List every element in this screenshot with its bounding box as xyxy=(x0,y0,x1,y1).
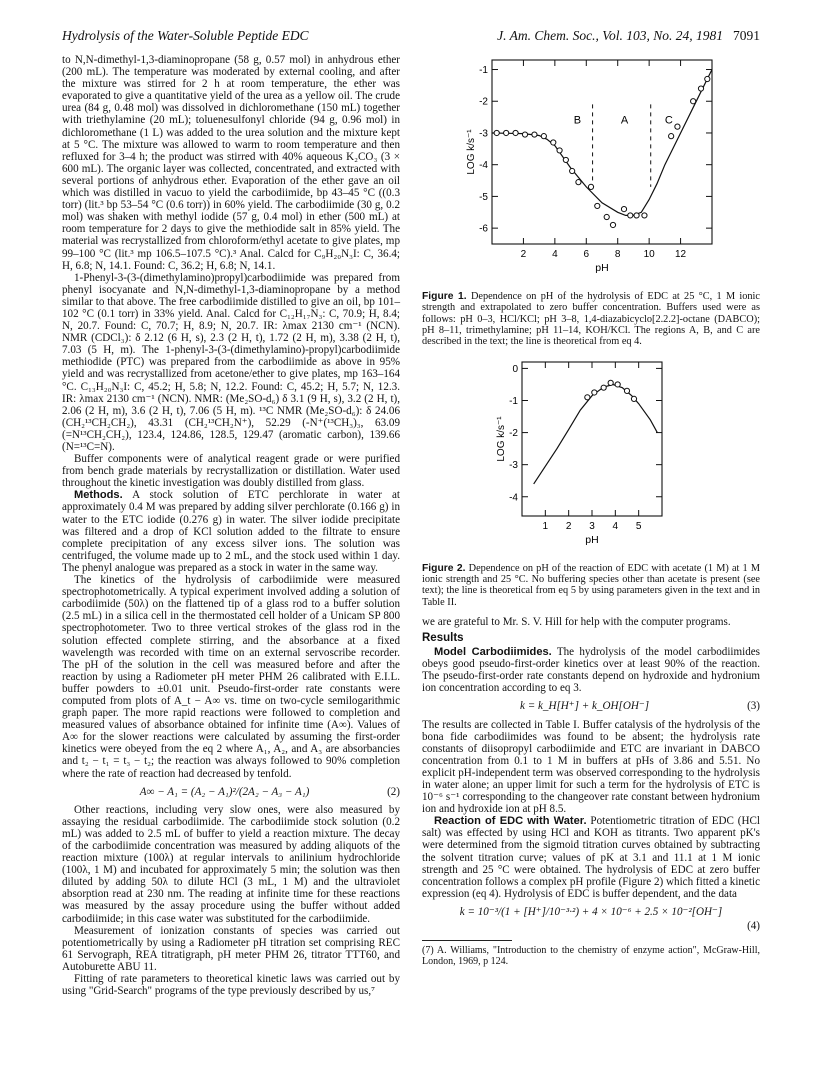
data-point xyxy=(642,213,647,218)
equation-4-body: k = 10⁻³/(1 + [H⁺]/10⁻³·²) + 4 × 10⁻⁶ + 2.5 × 10⁻²[OH⁻] xyxy=(459,905,723,918)
region-label: B xyxy=(573,114,582,127)
data-point xyxy=(504,130,509,135)
paragraph-buffer-components: Buffer components were of analytical reagent grade or were purified from bench grade materials by recrystallization or distillation. Water used throughout the kinetic investigation was doubly distilled from glass. xyxy=(62,453,400,490)
equation-3-body: k = k_H[H⁺] + k_OH[OH⁻] xyxy=(520,700,650,713)
methods-label: Methods. xyxy=(74,489,123,502)
x-tick-label: 8 xyxy=(614,249,621,260)
equation-2 xyxy=(62,786,400,798)
y-tick-label: -1 xyxy=(509,395,518,407)
figure-1-label: Figure 1. xyxy=(422,291,467,303)
footnote-rule xyxy=(422,940,512,941)
y-tick-label: -2 xyxy=(509,427,518,439)
data-point xyxy=(631,396,636,401)
data-point xyxy=(691,99,696,104)
paragraph-methods xyxy=(62,489,400,574)
data-point xyxy=(532,132,537,137)
data-point xyxy=(705,76,710,81)
figure-2-caption xyxy=(422,563,760,608)
paragraph-fitting: Fitting of rate parameters to theoretical kinetic laws was carried out by using "Grid-Search" programs of the type previously described by us,⁷ xyxy=(62,973,400,998)
paragraph-assay: Other reactions, including very slow ones, were also measured by assaying the residual carbodiimide. The carbodiimide stock solution (0.2 mL) was added to 2.5 mL of buffer to yield a reaction mixture. The decay of the carbodiimide concentration was measured by adding aliquots of the reaction mixture (100λ) at regular intervals to anilinium hydrochloride (100λ, 1 M) and incubated for approximately 5 min; the solution was then diluted by adding 50λ to dilute HCl (3 mL, 1 M) and the ultraviolet absorption read at 230 nm. The reading at infinite time for these reactions was measured by the assay procedure using the buffer without added carbodiimide; in this case water was substituted for the carbodiimide. xyxy=(62,803,400,925)
equation-2-number: (2) xyxy=(387,785,400,798)
left-column xyxy=(62,54,400,997)
data-point xyxy=(563,157,568,162)
y-tick-label: -3 xyxy=(509,459,518,471)
data-point xyxy=(608,380,613,385)
data-point xyxy=(610,222,615,227)
data-point xyxy=(513,130,518,135)
equation-2-body: A∞ − A₁ = (A₂ − A₁)²/(2A₂ − A₃ − A₁) xyxy=(139,785,310,798)
figure-1-caption-text: Dependence on pH of the hydrolysis of EDC at 25 °C, 1 M ionic strength and extrapolated to zero buffer concentration. Buffers used were as follows: pH 0–3, HCl/KCl; pH 3–8, 1,4-diazabicyclo[2.2.2]-octane (DABCO); pH 8–11, trimethylamine; pH 11–14, KOH/KCl. The regions A, B, and C are described in the text; the line is theoretical from eq 4. xyxy=(422,291,760,348)
equation-4 xyxy=(422,906,760,918)
data-point xyxy=(621,207,626,212)
data-point xyxy=(522,132,527,137)
x-tick-label: 4 xyxy=(552,249,558,260)
y-tick-label: -4 xyxy=(479,160,488,172)
x-tick-label: 12 xyxy=(675,249,687,260)
figure-2-caption-text: Dependence on pH of the reaction of EDC with acetate (1 M) at 1 M ionic strength and 25 °C. No buffering species other than acetate is present (see text); the line is theoretical from eq 5 by using parameters given in the text and in Table II. xyxy=(422,562,761,608)
y-tick-label: -4 xyxy=(509,491,518,503)
page-number: 7091 xyxy=(733,28,760,43)
y-tick-label: -3 xyxy=(479,128,488,140)
x-tick-label: 2 xyxy=(520,249,527,260)
paragraph-results: The results are collected in Table I. Buffer catalysis of the hydrolysis of the bona fide carbodiimides was found to be absent; the hydrolysis rate constants of diisopropyl carbodiimide and ETC are invariant in DABCO concentration from 0.1 to 1 M in buffers at pHs of 3.86 and 5.51. No explicit pH-independent term was observed corresponding to the hydrolysis in water alone; an upper limit for such a term for the hydrolysis of ETC is 10⁻⁶ s⁻¹ corresponding to the changeover rate constant between hydronium ion and hydroxide ion at pH 8.5. xyxy=(422,718,760,816)
right-column xyxy=(422,54,760,967)
data-point xyxy=(669,134,674,139)
y-axis-label: LOG k/s⁻¹ xyxy=(466,129,477,175)
figure-2-label: Figure 2. xyxy=(422,562,466,574)
y-tick-label: 0 xyxy=(512,363,518,375)
journal-citation xyxy=(497,28,760,44)
y-axis-label: LOG k/s⁻¹ xyxy=(496,415,507,462)
data-point xyxy=(494,130,499,135)
data-point xyxy=(592,389,597,394)
data-point xyxy=(601,385,606,390)
data-point xyxy=(604,214,609,219)
y-tick-label: -2 xyxy=(479,96,488,108)
methods-text: A stock solution of ETC perchlorate in water at approximately 0.4 M was prepared by adding silver perchlorate (0.166 g) in water to the ETC iodide (0.276 g) in water. The silver iodide precipitate was filtered and a drop of KCl solution added to the filtrate to ensure complete precipitation of any excess silver ions. The solution was centrifuged, the volume made up to 2 mL, and the stock used within 1 day. The phenyl analogue was prepared as a stock in water in the same way. xyxy=(62,489,400,574)
data-point xyxy=(615,381,620,386)
paragraph-edc-water xyxy=(422,815,760,900)
data-point xyxy=(588,184,593,189)
theoretical-curve xyxy=(492,70,712,216)
y-tick-label: -1 xyxy=(479,65,488,77)
paragraph-kinetics: The kinetics of the hydrolysis of carbodiimide were measured spectrophotometrically. A typical experiment involved adding a solution of carbodiimide (50λ) on the flattened tip of a glass rod to a buffer solution (2.5 mL) in a silica cell in the thermostated cell holder of a Unicam SP 800 spectrophotometer. Two to three vertical strokes of the glass rod in the solution effected complete stirring, and the absorbance at a fixed wavelength was recorded with time on an external servoscribe recorder. The pH of the solution in the cell was measured before and after the reaction by using a Radiometer pH meter PHM 26 calibrated with E.I.L. buffer powders to ±0.01 unit. Pseudo-first-order rate constants were computed from plots of A_t − A∞ vs. time on two-cycle semilogarithmic graph paper. The more rapid reactions were followed to completion and measured values of absorbance obtained for infinite time (A∞). Values of A∞ for the slower reactions were calculated by assuming the first-order kinetics were obeyed from the eq 2 where A₁, A₂, and A₃ are absorbancies and t₂ − t₁ = t₃ − t₂; the reaction was always followed to 90% completion where the rate of reaction had decreased by tenfold. xyxy=(62,574,400,780)
region-label: C xyxy=(664,114,673,127)
paragraph-ionization: Measurement of ionization constants of species was carried out potentiometrically by using a Radiometer pH titration set comprising REC 61 Servograph, REA titratigraph, pH meter PHM 26, titrator TTT60, and Autoburette ABU 11. xyxy=(62,924,400,973)
figure-1-chart xyxy=(422,54,760,284)
model-text: The hydrolysis of the model carbodiimides obeys good pseudo-first-order kinetics over at least 90% of the reaction. The pseudo-first-order rate constants depend on hydroxide and hydronium ion concentration according to eq 3. xyxy=(422,646,760,695)
data-point xyxy=(551,140,556,145)
running-title: Hydrolysis of the Water-Soluble Peptide EDC xyxy=(62,28,309,43)
plot-frame xyxy=(492,60,712,244)
x-tick-label: 5 xyxy=(635,520,642,532)
data-point xyxy=(624,388,629,393)
region-label: A xyxy=(620,114,629,127)
x-tick-label: 3 xyxy=(589,520,595,532)
x-tick-label: 10 xyxy=(643,249,655,260)
x-tick-label: 4 xyxy=(612,520,619,532)
y-tick-label: -5 xyxy=(479,191,488,203)
edc-text: Potentiometric titration of EDC (HCl salt) was effected by using HCl and KOH as titrants. Two apparent pK's were determined from the sigmoid titration curves obtained by subtracting the solvent titration curve; values of pK at 3.1 and 11.1 at 1 M ionic strength and 25 °C were obtained. The hydrolysis of EDC at zero buffer concentration follows a complex pH profile (Figure 2) which fitted a kinetic expression (eq 4). Hydrolysis of EDC is buffer dependent, and the data xyxy=(422,815,760,900)
x-tick-label: 2 xyxy=(565,520,572,532)
theoretical-curve xyxy=(534,384,658,483)
data-point xyxy=(675,124,680,129)
edc-label: Reaction of EDC with Water. xyxy=(434,815,587,828)
data-point xyxy=(698,86,703,91)
paragraph-acknowledgment: we are grateful to Mr. S. V. Hill for help with the computer programs. xyxy=(422,615,731,628)
x-axis-label: pH xyxy=(595,262,609,274)
figure-1-caption xyxy=(422,291,760,347)
paragraph-synthesis-edc: to N,N-dimethyl-1,3-diaminopropane (58 g, 0.57 mol) in anhydrous ether (200 mL). The temperature was moderated by external cooling, and after the mixture was stirred for 2 h at room temperature, the ether was evaporated to give a quantitative yield of the urea as a yellow oil. The crude urea (84 g, 0.48 mol) was dissolved in dichloromethane (150 mL) together with triethylamine (20 mL); toluenesulfonyl chloride (94 g, 0.96 mol) in dichloromethane (1 L) was added to the urea solution and the mixture kept at 5 °C. The mixture was allowed to warm to room temperature and then refluxed for 3–4 h; the product was stirred with 40% aqueous K₂CO₃ (3 × 600 mL). The organic layer was collected, concentrated, and extracted with several portions of anhydrous ether. Evaporation of the ether gave an oil which was distilled in vacuo to yield the carbodiimide, bp 43–45 °C ((0.3 torr) (lit.³ bp 53–54 °C (0.6 torr)) in 60% yield. The carbodiimide (30 g, 0.2 mol) was shaken with methyl iodide (57 g, 0.4 mol) in ether (500 mL) at room temperature for 2 days to give the methiodide salt in 85% yield. The material was recrystallized from chloroform/ethyl acetate to give plates, mp 99–100 °C (lit.³ mp 106.5–107.5 °C).³ Anal. Calcd for C₉H₂₀N₃I: C, 36.4; H, 6.8; N, 14.1. Found: C, 36.2; H, 6.8; N, 14.1. xyxy=(62,54,400,272)
footnote-7: (7) A. Williams, "Introduction to the chemistry of enzyme action", McGraw-Hill, London, 1969, p 124. xyxy=(422,945,760,968)
data-point xyxy=(557,148,562,153)
data-point xyxy=(634,213,639,218)
equation-4-number: (4) xyxy=(747,920,760,933)
data-point xyxy=(595,203,600,208)
x-tick-label: 1 xyxy=(542,520,549,532)
y-tick-label: -6 xyxy=(479,223,488,235)
data-point xyxy=(541,134,546,139)
equation-3-number: (3) xyxy=(747,700,760,713)
x-axis-label: pH xyxy=(585,533,599,546)
equation-3 xyxy=(422,700,760,712)
data-point xyxy=(570,168,575,173)
data-point xyxy=(585,394,590,399)
paragraph-model-carbodiimides xyxy=(422,646,760,694)
results-heading: Results xyxy=(422,631,464,644)
x-tick-label: 6 xyxy=(583,249,590,260)
model-label: Model Carbodiimides. xyxy=(434,646,552,659)
data-point xyxy=(628,213,633,218)
plot-frame xyxy=(522,362,662,516)
journal-name: J. Am. Chem. Soc., Vol. 103, No. 24, 1981 xyxy=(497,28,723,43)
figure-2-chart xyxy=(422,356,760,556)
data-point xyxy=(576,180,581,185)
paragraph-synthesis-ptc: 1-Phenyl-3-(3-(dimethylamino)propyl)carbodiimide was prepared from phenyl isocyanate and N,N-dimethyl-1,3-diaminopropane by a method similar to that above. The free carbodiimide distilled to give an oil, bp 101–102 °C (0.1 torr) in 33% yield. Anal. Calcd for C₁₂H₁₇N₃: C, 70.9; H, 8.4; N, 20.7. Found: C, 70.7; H, 8.9; N, 20.7. IR: λmax 2130 cm⁻¹ (NCN). NMR (CDCl₃): δ 2.12 (6 H, s), 2.3 (2 H, t), 1.72 (2 H, m), 3.38 (2 H, t), 7.03 (5 H, m). The 1-phenyl-3-(3-(dimethylamino)-propyl)carbodiimide methiodide (PTC) was prepared from the carbodiimide as above in 95% yield and was recrystallized from acetone/ether to give plates, mp 163–164 °C. C₁₃H₂₀N₃I: C, 45.2; H, 5.8; N, 12.2. Found: C, 45.2; H, 5.7; N, 12.3. IR: λmax 2130 cm⁻¹ (NCN). NMR: (Me₂SO-d₆) δ 3.1 (9 H, s), 3.2 (2 H, t), 2.06 (2 H, m), 3.6 (2 H, t), 7.06 (5 H, m). ¹³C NMR (Me₂SO-d₆): δ 24.06 (CH₂¹³CH₂CH₂), 43.31 (CH₂¹³CH₂N⁺), 52.29 (-N⁺(¹³CH₃)₃, 63.09 (=N¹³CH₂CH₂), 123.4, 124.86, 128.5, 129.47 (aromatic carbon), 139.66 (N=¹³C=N). xyxy=(62,271,400,453)
